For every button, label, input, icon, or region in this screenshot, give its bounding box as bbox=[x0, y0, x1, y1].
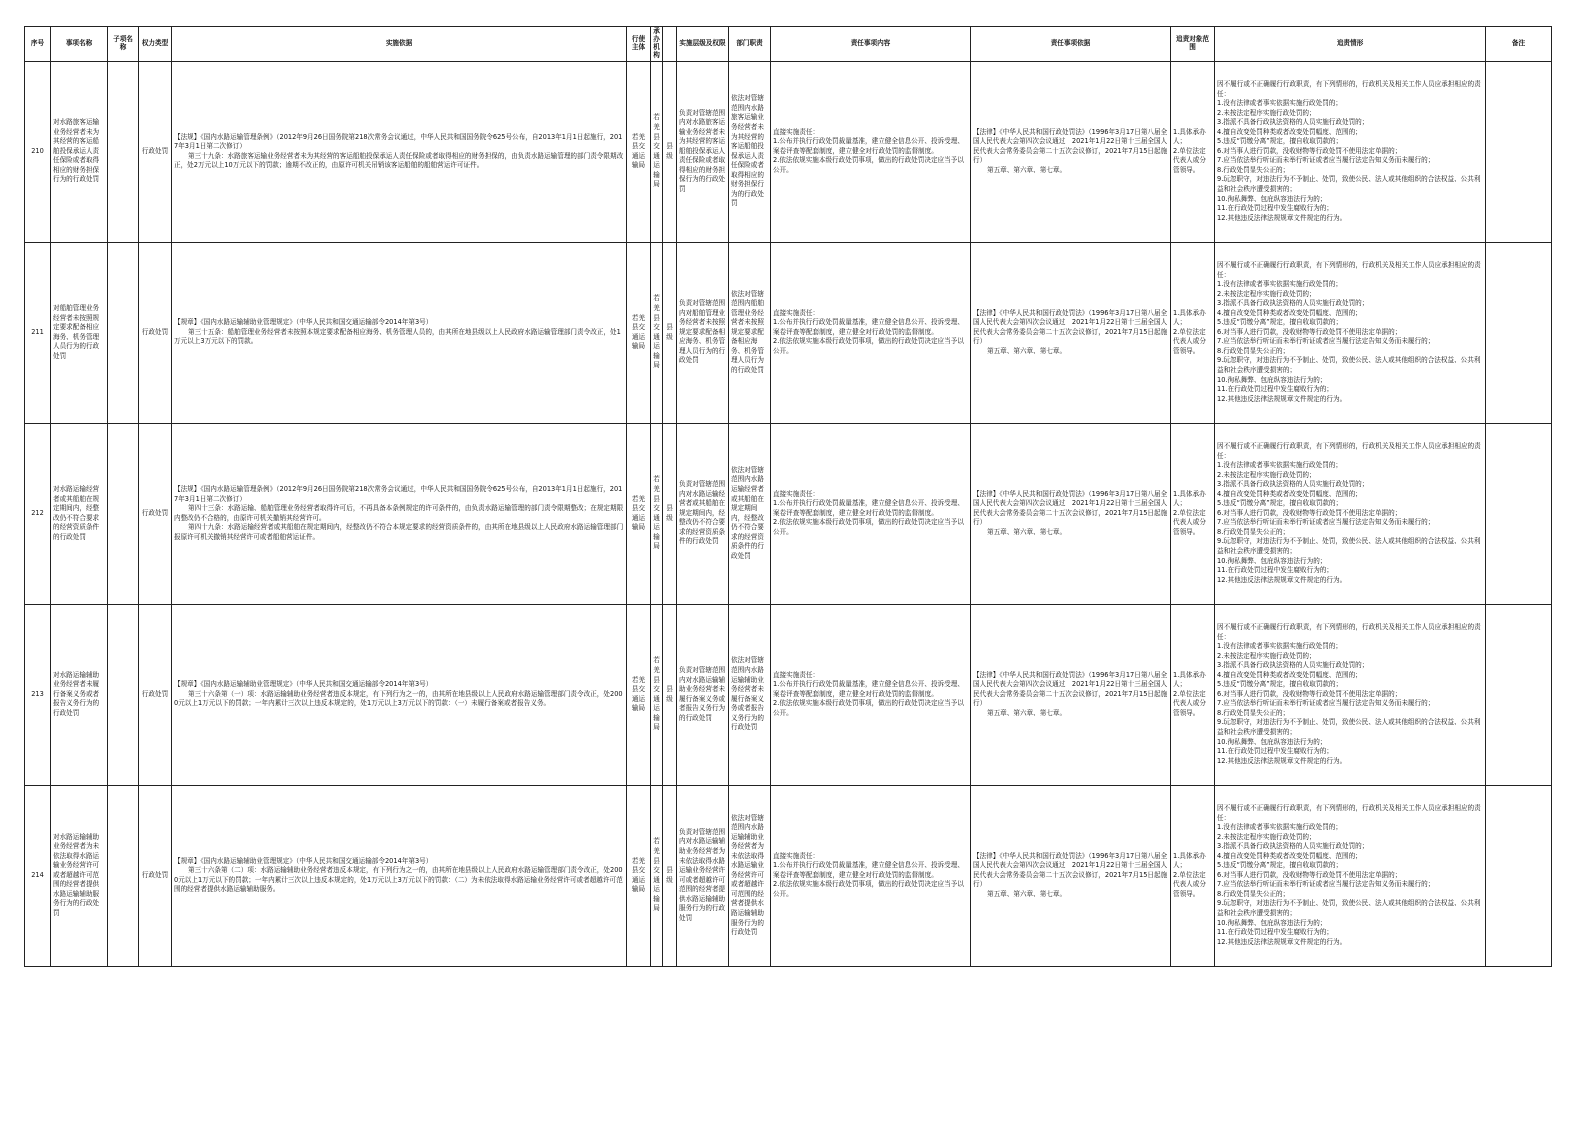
cell-level: 县级 bbox=[663, 61, 677, 242]
case-line: 5.违反“罚缴分离”规定，擅自收取罚款的； bbox=[1217, 318, 1343, 327]
cell-resp-basis bbox=[971, 242, 1171, 423]
case-line: 因不履行或不正确履行行政职责，有下列情形的，行政机关及相关工作人员应承担相应的责任： bbox=[1217, 804, 1481, 822]
cell-level-desc: 负责对管辖范围内对水路运输辅助业务经营者未履行备案义务或者报告义务行为的行政处罚 bbox=[677, 604, 729, 785]
case-line: 2.未按法定程序实施行政处罚的； bbox=[1217, 470, 1316, 479]
basis-head: 【规章】《国内水路运输辅助业管理规定》（中华人民共和国交通运输部令2014年第3号） bbox=[174, 856, 433, 865]
resp-line: 2.依法依规实施本级行政处罚事项，做出的行政处罚决定应当予以公开。 bbox=[773, 880, 964, 898]
cell-office: 若羌县交通运输局 bbox=[651, 785, 663, 966]
case-line: 因不履行或不正确履行行政职责，有下列情形的，行政机关及相关工作人员应承担相应的责任： bbox=[1217, 261, 1481, 279]
case-line: 1.没有法律或者事实依据实施行政处罚的； bbox=[1217, 280, 1342, 289]
cell-sub bbox=[108, 604, 139, 785]
case-line: 8.行政处罚显失公正的； bbox=[1217, 527, 1290, 536]
basis-head: 【规章】《国内水路运输辅助业管理规定》（中华人民共和国交通运输部令2014年第3号） bbox=[174, 318, 433, 327]
resp-basis-line: 【法律】《中华人民共和国行政处罚法》（1996年3月17日第八届全国人民代表大会第四次会议通过 2021年1月22日第十三届全国人民代表大会常务委员会第二十五次会议修订，2021年7月15日起施行） bbox=[973, 851, 1168, 889]
cell-level: 县级 bbox=[663, 785, 677, 966]
cell-basis bbox=[172, 604, 627, 785]
case-line: 7.应当依法举行听证而未举行听证或者应当履行法定告知义务而未履行的； bbox=[1217, 337, 1435, 346]
cell-case bbox=[1215, 785, 1486, 966]
resp-basis-line: 【法律】《中华人民共和国行政处罚法》（1996年3月17日第八届全国人民代表大会第四次会议通过 2021年1月22日第十三届全国人民代表大会常务委员会第二十五次会议修订，2021年7月15日起施行） bbox=[973, 670, 1168, 708]
case-line: 7.应当依法举行听证而未举行听证或者应当履行法定告知义务而未履行的； bbox=[1217, 699, 1435, 708]
case-line: 9.玩忽职守，对违法行为不予制止、处罚，致使公民、法人或其他组织的合法权益、公共利益和社会秩序遭受损害的； bbox=[1217, 718, 1481, 737]
cell-resp bbox=[771, 242, 971, 423]
cell-resp bbox=[771, 604, 971, 785]
cell-power: 行政处罚 bbox=[139, 61, 172, 242]
cell-resp bbox=[771, 785, 971, 966]
case-line: 9.玩忽职守，对违法行为不予制止、处罚，致使公民、法人或其他组织的合法权益、公共利益和社会秩序遭受损害的； bbox=[1217, 356, 1481, 375]
cell-subject: 若羌县交通运输局 bbox=[627, 604, 651, 785]
case-line: 4.擅自改变处罚种类或者改变处罚幅度、范围的； bbox=[1217, 308, 1362, 317]
cell-case bbox=[1215, 423, 1486, 604]
header-power: 权力类型 bbox=[139, 27, 172, 62]
target-line: 1.具体承办人； bbox=[1173, 851, 1206, 870]
cell-level: 县级 bbox=[663, 423, 677, 604]
cell-sub bbox=[108, 785, 139, 966]
cell-seq: 214 bbox=[25, 785, 51, 966]
header-level: 实施层级及权限 bbox=[677, 27, 729, 62]
cell-target bbox=[1171, 604, 1215, 785]
cell-level-desc: 负责对管辖范围内对水路运输辅助业务经营者为未依法取得水路运输业务经营许可或者超越许可范围的经营者提供水路运输辅助服务行为的行政处罚 bbox=[677, 785, 729, 966]
case-line: 1.没有法律或者事实依据实施行政处罚的； bbox=[1217, 99, 1342, 108]
target-line: 2.单位法定代表人或分管领导。 bbox=[1173, 689, 1206, 717]
case-line: 12.其他违反法律法规规章文件规定的行为。 bbox=[1217, 575, 1347, 584]
header-resp: 责任事项内容 bbox=[771, 27, 971, 62]
cell-seq: 213 bbox=[25, 604, 51, 785]
resp-basis-line: 第五章、第六章、第七章。 bbox=[987, 346, 1067, 355]
case-line: 6.对当事人进行罚款，没收财物等行政处罚不使用法定单据的； bbox=[1217, 327, 1402, 336]
cell-resp-basis bbox=[971, 604, 1171, 785]
cell-subject: 若羌县交通运输局 bbox=[627, 785, 651, 966]
cell-resp-basis bbox=[971, 61, 1171, 242]
resp-line: 1.公布并执行行政处罚裁量基准，建立健全信息公开、投诉受理、案卷评查等配套制度，建立健全对行政处罚的监督制度。 bbox=[773, 318, 964, 336]
target-line: 2.单位法定代表人或分管领导。 bbox=[1173, 146, 1206, 174]
case-line: 3.指派不具备行政执法资格的人员实施行政处罚的； bbox=[1217, 480, 1369, 489]
case-line: 8.行政处罚显失公正的； bbox=[1217, 708, 1290, 717]
case-line: 10.徇私舞弊、包庇纵容违法行为的； bbox=[1217, 194, 1327, 203]
case-line: 4.擅自改变处罚种类或者改变处罚幅度、范围的； bbox=[1217, 670, 1362, 679]
case-line: 2.未按法定程序实施行政处罚的； bbox=[1217, 832, 1316, 841]
case-line: 1.没有法律或者事实依据实施行政处罚的； bbox=[1217, 642, 1342, 651]
resp-basis-line: 【法律】《中华人民共和国行政处罚法》（1996年3月17日第八届全国人民代表大会第四次会议通过 2021年1月22日第十三届全国人民代表大会常务委员会第二十五次会议修订，2021年7月15日起施行） bbox=[973, 489, 1168, 527]
basis-paragraph: 第三十六条第（一）项：水路运输辅助业务经营者违反本规定，有下列行为之一的，由其所在地县级以上人民政府水路运输管理部门责令改正，处2000元以上1万元以下的罚款；一年内累计三次以上违反本规定的，处1万元以上3万元以下的罚款：（一）未履行备案或者报告义务。 bbox=[174, 689, 623, 708]
cell-sub bbox=[108, 61, 139, 242]
basis-head: 【法规】《国内水路运输管理条例》（2012年9月26日国务院第218次常务会议通过，中华人民共和国国务院令625号公布，自2013年1月1日起施行，2017年3月1日第二次修订） bbox=[174, 484, 623, 503]
cell-target bbox=[1171, 242, 1215, 423]
case-line: 11.在行政处罚过程中发生腐败行为的； bbox=[1217, 747, 1333, 756]
case-line: 6.对当事人进行罚款，没收财物等行政处罚不使用法定单据的； bbox=[1217, 508, 1402, 517]
cell-basis bbox=[172, 61, 627, 242]
cell-name: 对水路运输经营者或其船舶在规定期间内，经整改仍不符合要求的经营资质条件的行政处罚 bbox=[51, 423, 108, 604]
case-line: 因不履行或不正确履行行政职责，有下列情形的，行政机关及相关工作人员应承担相应的责任： bbox=[1217, 623, 1481, 641]
case-line: 5.违反“罚缴分离”规定，擅自收取罚款的； bbox=[1217, 137, 1343, 146]
case-line: 12.其他违反法律法规规章文件规定的行为。 bbox=[1217, 937, 1347, 946]
cell-level: 县级 bbox=[663, 604, 677, 785]
case-line: 3.指派不具备行政执法资格的人员实施行政处罚的； bbox=[1217, 118, 1369, 127]
basis-paragraph: 第四十九条：水路运输经营者或其船舶在规定期间内，经整改仍不符合本规定要求的经营资质条件的，由其所在地县级以上人民政府水路运输管理部门报原许可机关撤销其经营许可或者船舶营运证件。 bbox=[174, 523, 624, 541]
cell-duty: 依法对管辖范围内船舶管理业务经营者未按照规定要求配备相应海务、机务管理人员行为的行政处罚 bbox=[729, 242, 771, 423]
resp-line: 直接实施责任： bbox=[773, 670, 820, 679]
header-sub: 子项名称 bbox=[108, 27, 139, 62]
case-line: 3.指派不具备行政执法资格的人员实施行政处罚的； bbox=[1217, 661, 1369, 670]
case-line: 因不履行或不正确履行行政职责，有下列情形的，行政机关及相关工作人员应承担相应的责任： bbox=[1217, 80, 1481, 98]
cell-resp-basis bbox=[971, 785, 1171, 966]
table-row bbox=[25, 242, 1552, 423]
case-line: 11.在行政处罚过程中发生腐败行为的； bbox=[1217, 204, 1333, 213]
case-line: 11.在行政处罚过程中发生腐败行为的； bbox=[1217, 385, 1333, 394]
resp-line: 2.依法依规实施本级行政处罚事项，做出的行政处罚决定应当予以公开。 bbox=[773, 518, 964, 536]
cell-sub bbox=[108, 242, 139, 423]
header-seq: 序号 bbox=[25, 27, 51, 62]
cell-case bbox=[1215, 604, 1486, 785]
cell-target bbox=[1171, 423, 1215, 604]
case-line: 11.在行政处罚过程中发生腐败行为的； bbox=[1217, 928, 1333, 937]
resp-basis-line: 第五章、第六章、第七章。 bbox=[987, 165, 1067, 174]
cell-duty: 依法对管辖范围内水路运输辅助业务经营者未履行备案义务或者报告义务行为的行政处罚 bbox=[729, 604, 771, 785]
resp-basis-line: 【法律】《中华人民共和国行政处罚法》（1996年3月17日第八届全国人民代表大会第四次会议通过 2021年1月22日第十三届全国人民代表大会常务委员会第二十五次会议修订，2021年7月15日起施行） bbox=[973, 308, 1168, 346]
case-line: 6.对当事人进行罚款，没收财物等行政处罚不使用法定单据的； bbox=[1217, 689, 1402, 698]
cell-level-desc: 负责对管辖范围内对水路旅客运输业务经营者未为其经营的客运船舶投保承运人责任保险或者取得相应的财务担保行为的行政处罚 bbox=[677, 61, 729, 242]
resp-line: 2.依法依规实施本级行政处罚事项，做出的行政处罚决定应当予以公开。 bbox=[773, 156, 964, 174]
resp-basis-line: 第五章、第六章、第七章。 bbox=[987, 708, 1067, 717]
cell-office: 若羌县交通运输局 bbox=[651, 61, 663, 242]
cell-seq: 212 bbox=[25, 423, 51, 604]
header-note: 备注 bbox=[1486, 27, 1552, 62]
cell-level-desc: 负责对管辖范围内对船舶管理业务经营者未按照规定要求配备相应海务、机务管理人员行为的行政处罚 bbox=[677, 242, 729, 423]
cell-subject: 若羌县交通运输局 bbox=[627, 242, 651, 423]
cell-basis bbox=[172, 242, 627, 423]
header-target: 追责对象范围 bbox=[1171, 27, 1215, 62]
header-basis: 实施依据 bbox=[172, 27, 627, 62]
target-line: 2.单位法定代表人或分管领导。 bbox=[1173, 327, 1206, 355]
cell-office: 若羌县交通运输局 bbox=[651, 423, 663, 604]
resp-line: 直接实施责任： bbox=[773, 308, 820, 317]
case-line: 3.指派不具备行政执法资格的人员实施行政处罚的； bbox=[1217, 299, 1369, 308]
cell-sub bbox=[108, 423, 139, 604]
cell-basis bbox=[172, 423, 627, 604]
cell-note bbox=[1486, 61, 1552, 242]
case-line: 5.违反“罚缴分离”规定，擅自收取罚款的； bbox=[1217, 861, 1343, 870]
case-line: 7.应当依法举行听证而未举行听证或者应当履行法定告知义务而未履行的； bbox=[1217, 156, 1435, 165]
header-name: 事项名称 bbox=[51, 27, 108, 62]
case-line: 6.对当事人进行罚款，没收财物等行政处罚不使用法定单据的； bbox=[1217, 870, 1402, 879]
cell-level-desc: 负责对管辖范围内对水路运输经营者或其船舶在规定期间内，经整改仍不符合要求的经营资质条件的行政处罚 bbox=[677, 423, 729, 604]
cell-case bbox=[1215, 61, 1486, 242]
basis-paragraph: 第三十六条第（二）项：水路运输辅助业务经营者违反本规定，有下列行为之一的，由其所在地县级以上人民政府水路运输管理部门责令改正，处2000元以上1万元以下的罚款；一年内累计三次以上违反本规定的，处1万元以上3万元以下的罚款：（二）为未依法取得水路运输业务经营许可或者超越许可范围的经营者提供水路运输辅助服务。 bbox=[174, 866, 623, 894]
cell-power: 行政处罚 bbox=[139, 242, 172, 423]
resp-basis-line: 第五章、第六章、第七章。 bbox=[987, 889, 1067, 898]
case-line: 4.擅自改变处罚种类或者改变处罚幅度、范围的； bbox=[1217, 851, 1362, 860]
cell-seq: 211 bbox=[25, 242, 51, 423]
resp-line: 直接实施责任： bbox=[773, 127, 820, 136]
cell-target bbox=[1171, 785, 1215, 966]
cell-seq: 210 bbox=[25, 61, 51, 242]
resp-line: 2.依法依规实施本级行政处罚事项，做出的行政处罚决定应当予以公开。 bbox=[773, 337, 964, 355]
cell-basis bbox=[172, 785, 627, 966]
cell-name: 对水路运输辅助业务经营者未履行备案义务或者报告义务行为的行政处罚 bbox=[51, 604, 108, 785]
resp-line: 直接实施责任： bbox=[773, 851, 820, 860]
target-line: 1.具体承办人； bbox=[1173, 127, 1206, 146]
target-line: 1.具体承办人； bbox=[1173, 670, 1206, 689]
header-office: 承办机构 bbox=[651, 27, 663, 62]
case-line: 9.玩忽职守，对违法行为不予制止、处罚，致使公民、法人或其他组织的合法权益、公共利益和社会秩序遭受损害的； bbox=[1217, 899, 1481, 918]
cell-duty: 依法对管辖范围内水路运输经营者或其船舶在规定期间内，经整改仍不符合要求的经营资质条件的行政处罚 bbox=[729, 423, 771, 604]
case-line: 1.没有法律或者事实依据实施行政处罚的； bbox=[1217, 823, 1342, 832]
case-line: 4.擅自改变处罚种类或者改变处罚幅度、范围的； bbox=[1217, 127, 1362, 136]
cell-case bbox=[1215, 242, 1486, 423]
cell-note bbox=[1486, 242, 1552, 423]
resp-line: 直接实施责任： bbox=[773, 489, 820, 498]
header-row bbox=[25, 27, 1552, 62]
cell-resp bbox=[771, 423, 971, 604]
header-resp-basis: 责任事项依据 bbox=[971, 27, 1171, 62]
case-line: 3.指派不具备行政执法资格的人员实施行政处罚的； bbox=[1217, 842, 1369, 851]
resp-line: 1.公布并执行行政处罚裁量基准，建立健全信息公开、投诉受理、案卷评查等配套制度，建立健全对行政处罚的监督制度。 bbox=[773, 137, 964, 155]
case-line: 2.未按法定程序实施行政处罚的； bbox=[1217, 289, 1316, 298]
header-case: 追责情形 bbox=[1215, 27, 1486, 62]
case-line: 8.行政处罚显失公正的； bbox=[1217, 165, 1290, 174]
resp-basis-line: 【法律】《中华人民共和国行政处罚法》（1996年3月17日第八届全国人民代表大会第四次会议通过 2021年1月22日第十三届全国人民代表大会常务委员会第二十五次会议修订，2021年7月15日起施行） bbox=[973, 127, 1168, 165]
cell-name: 对水路运输辅助业务经营者为未依法取得水路运输业务经营许可或者超越许可范围的经营者提供水路运输辅助服务行为的行政处罚 bbox=[51, 785, 108, 966]
header-subject: 行使主体 bbox=[627, 27, 651, 62]
case-line: 10.徇私舞弊、包庇纵容违法行为的； bbox=[1217, 556, 1327, 565]
case-line: 4.擅自改变处罚种类或者改变处罚幅度、范围的； bbox=[1217, 489, 1362, 498]
cell-resp-basis bbox=[971, 423, 1171, 604]
cell-note bbox=[1486, 604, 1552, 785]
case-line: 9.玩忽职守，对违法行为不予制止、处罚，致使公民、法人或其他组织的合法权益、公共利益和社会秩序遭受损害的； bbox=[1217, 537, 1481, 556]
table-row bbox=[25, 785, 1552, 966]
basis-head: 【法规】《国内水路运输管理条例》（2012年9月26日国务院第218次常务会议通过，中华人民共和国国务院令625号公布，自2013年1月1日起施行，2017年3月1日第二次修订） bbox=[174, 132, 623, 151]
header-duty: 部门职责 bbox=[729, 27, 771, 62]
cell-duty: 依法对管辖范围内水路运输辅助业务经营者为未依法取得水路运输业务经营许可或者超越许可范围的经营者提供水路运输辅助服务行为的行政处罚 bbox=[729, 785, 771, 966]
basis-paragraph: 第三十五条：船舶管理业务经营者未按照本规定要求配备相应海务、机务管理人员的，由其所在地县级以上人民政府水路运输管理部门责令改正，处1万元以上3万元以下的罚款。 bbox=[174, 327, 621, 346]
case-line: 12.其他违反法律法规规章文件规定的行为。 bbox=[1217, 213, 1347, 222]
cell-office: 若羌县交通运输局 bbox=[651, 242, 663, 423]
cell-power: 行政处罚 bbox=[139, 604, 172, 785]
target-line: 1.具体承办人； bbox=[1173, 489, 1206, 508]
cell-level: 县级 bbox=[663, 242, 677, 423]
case-line: 因不履行或不正确履行行政职责，有下列情形的，行政机关及相关工作人员应承担相应的责任： bbox=[1217, 442, 1481, 460]
case-line: 10.徇私舞弊、包庇纵容违法行为的； bbox=[1217, 737, 1327, 746]
case-line: 11.在行政处罚过程中发生腐败行为的； bbox=[1217, 566, 1333, 575]
target-line: 1.具体承办人； bbox=[1173, 308, 1206, 327]
case-line: 6.对当事人进行罚款，没收财物等行政处罚不使用法定单据的； bbox=[1217, 146, 1402, 155]
basis-head: 【规章】《国内水路运输辅助业管理规定》（中华人民共和国交通运输部令2014年第3号） bbox=[174, 680, 433, 689]
cell-note bbox=[1486, 423, 1552, 604]
cell-power: 行政处罚 bbox=[139, 785, 172, 966]
cell-office: 若羌县交通运输局 bbox=[651, 604, 663, 785]
cell-note bbox=[1486, 785, 1552, 966]
table-row bbox=[25, 61, 1552, 242]
case-line: 2.未按法定程序实施行政处罚的； bbox=[1217, 651, 1316, 660]
resp-basis-line: 第五章、第六章、第七章。 bbox=[987, 527, 1067, 536]
resp-line: 1.公布并执行行政处罚裁量基准，建立健全信息公开、投诉受理、案卷评查等配套制度，建立健全对行政处罚的监督制度。 bbox=[773, 680, 964, 698]
cell-name: 对船舶管理业务经营者未按照规定要求配备相应海务、机务管理人员行为的行政处罚 bbox=[51, 242, 108, 423]
resp-line: 1.公布并执行行政处罚裁量基准，建立健全信息公开、投诉受理、案卷评查等配套制度，建立健全对行政处罚的监督制度。 bbox=[773, 861, 964, 879]
case-line: 7.应当依法举行听证而未举行听证或者应当履行法定告知义务而未履行的； bbox=[1217, 518, 1435, 527]
case-line: 8.行政处罚显失公正的； bbox=[1217, 889, 1290, 898]
case-line: 2.未按法定程序实施行政处罚的； bbox=[1217, 108, 1316, 117]
target-line: 2.单位法定代表人或分管领导。 bbox=[1173, 870, 1206, 898]
cell-resp bbox=[771, 61, 971, 242]
case-line: 12.其他违反法律法规规章文件规定的行为。 bbox=[1217, 756, 1347, 765]
case-line: 12.其他违反法律法规规章文件规定的行为。 bbox=[1217, 394, 1347, 403]
case-line: 10.徇私舞弊、包庇纵容违法行为的； bbox=[1217, 918, 1327, 927]
case-line: 7.应当依法举行听证而未举行听证或者应当履行法定告知义务而未履行的； bbox=[1217, 880, 1435, 889]
case-line: 5.违反“罚缴分离”规定，擅自收取罚款的； bbox=[1217, 680, 1343, 689]
cell-name: 对水路旅客运输业务经营者未为其经营的客运船舶投保承运人责任保险或者取得相应的财务担保行为的行政处罚 bbox=[51, 61, 108, 242]
cell-subject: 若羌县交通运输局 bbox=[627, 61, 651, 242]
case-line: 10.徇私舞弊、包庇纵容违法行为的； bbox=[1217, 375, 1327, 384]
power-list-table bbox=[24, 26, 1552, 967]
cell-power: 行政处罚 bbox=[139, 423, 172, 604]
header-level-spacer bbox=[663, 27, 677, 62]
table-row bbox=[25, 604, 1552, 785]
resp-line: 2.依法依规实施本级行政处罚事项，做出的行政处罚决定应当予以公开。 bbox=[773, 699, 964, 717]
cell-duty: 依法对管辖范围内水路旅客运输业务经营者未为其经营的客运船舶投保承运人责任保险或者取得相应的财务担保行为的行政处罚 bbox=[729, 61, 771, 242]
case-line: 9.玩忽职守，对违法行为不予制止、处罚，致使公民、法人或其他组织的合法权益、公共利益和社会秩序遭受损害的； bbox=[1217, 175, 1481, 194]
table-row bbox=[25, 423, 1552, 604]
case-line: 1.没有法律或者事实依据实施行政处罚的； bbox=[1217, 461, 1342, 470]
case-line: 8.行政处罚显失公正的； bbox=[1217, 346, 1290, 355]
target-line: 2.单位法定代表人或分管领导。 bbox=[1173, 508, 1206, 536]
basis-paragraph: 第四十三条：水路运输、船舶管理业务经营者取得许可后，不再具备本条例规定的许可条件的，由负责水路运输管理的部门责令限期整改；在规定期限内整改仍不合格的，由原许可机关撤销其经营许可。 bbox=[174, 504, 624, 522]
resp-line: 1.公布并执行行政处罚裁量基准，建立健全信息公开、投诉受理、案卷评查等配套制度，建立健全对行政处罚的监督制度。 bbox=[773, 499, 964, 517]
cell-subject: 若羌县交通运输局 bbox=[627, 423, 651, 604]
basis-paragraph: 第三十九条：水路旅客运输业务经营者未为其经营的客运船舶投保承运人责任保险或者取得相应的财务担保的，由负责水路运输管理的部门责令限期改正，处2万元以上10万元以下的罚款；逾期不改正的，由原许可机关吊销该客运船舶的船舶营运许可证件。 bbox=[174, 151, 624, 170]
cell-target bbox=[1171, 61, 1215, 242]
case-line: 5.违反“罚缴分离”规定，擅自收取罚款的； bbox=[1217, 499, 1343, 508]
